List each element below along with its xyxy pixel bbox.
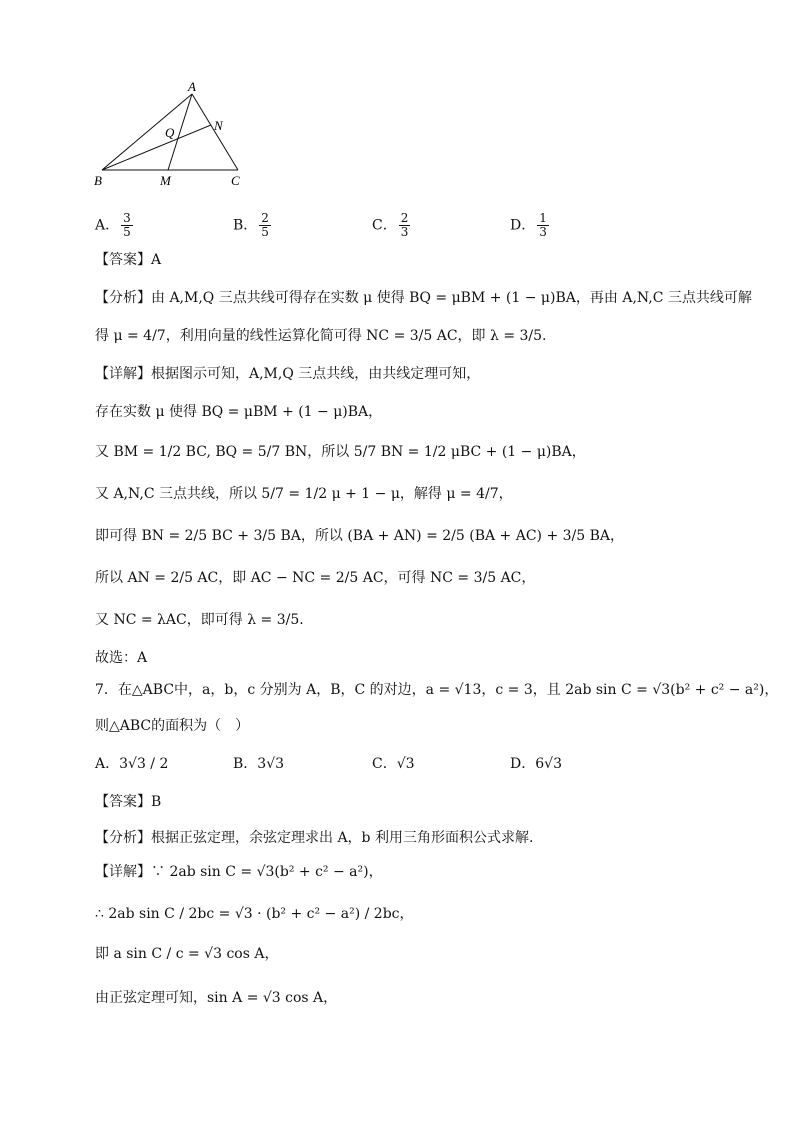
denominator: 3	[539, 225, 547, 239]
q6-detail-1	[95, 364, 480, 384]
numerator: 1	[539, 211, 547, 225]
option-letter: C．	[372, 217, 397, 234]
option-text: 6√3	[535, 756, 562, 772]
analysis-text: 根据正弦定理，余弦定理求出 A，b 利用三角形面积公式求解.	[151, 830, 534, 846]
option-letter: A．	[95, 217, 120, 234]
answer-tag: 【答案】	[95, 252, 151, 268]
denominator: 5	[261, 225, 269, 239]
analysis-tag: 【分析】	[95, 290, 151, 306]
edge-ab	[102, 94, 192, 170]
q7-option-b[interactable]	[233, 754, 284, 774]
detail-text: ∵ 2ab sin C = √3(b² + c² − a²)，	[151, 864, 383, 880]
label-a: A	[188, 82, 196, 94]
q7-analysis	[95, 828, 533, 848]
numerator: 3	[123, 211, 131, 225]
detail-text: 根据图示可知，A,M,Q 三点共线，由共线定理可知，	[151, 366, 481, 382]
label-q: Q	[165, 125, 175, 140]
answer-tag: 【答案】	[95, 794, 151, 810]
q6-option-b[interactable]	[233, 212, 273, 239]
label-n: N	[214, 118, 223, 133]
q7-option-c[interactable]	[372, 754, 415, 774]
q6-detail-3: 又 BM = 1/2 BC, BQ = 5/7 BN，所以 5/7 BN = 1/2 μBC + (1 − μ)BA，	[95, 444, 586, 460]
q7-stem-2: 则△ABC的面积为（ ）	[95, 718, 250, 734]
numerator: 2	[400, 211, 409, 225]
q7-detail-1	[95, 862, 383, 882]
q6-detail-4: 又 A,N,C 三点共线，所以 5/7 = 1/2 μ + 1 − μ，解得 μ = 4/7，	[95, 486, 513, 502]
option-letter: C．	[372, 756, 397, 772]
q6-analysis-2: 得 μ = 4/7，利用向量的线性运算化简可得 NC = 3/5 AC，即 λ = 3/5.	[95, 328, 547, 344]
q6-option-d[interactable]	[510, 212, 551, 239]
label-m: M	[160, 173, 171, 188]
label-c: C	[231, 173, 240, 188]
option-text: 3√3	[257, 756, 285, 772]
answer-value: A	[151, 252, 162, 268]
q6-detail-6: 所以 AN = 2/5 AC，即 AC − NC = 2/5 AC，可得 NC = 3/5 AC，	[95, 570, 536, 586]
analysis-tag: 【分析】	[95, 830, 151, 846]
q7-option-a[interactable]	[95, 754, 168, 774]
option-fraction	[399, 212, 411, 239]
denominator: 5	[123, 225, 131, 239]
q7-option-d[interactable]	[510, 754, 562, 774]
option-fraction	[259, 212, 271, 239]
segment-bn	[102, 125, 211, 170]
option-letter: A．	[95, 756, 120, 772]
analysis-text: 由 A,M,Q 三点共线可得存在实数 μ 使得 BQ = μBM + (1 − μ)BA，再由 A,N,C 三点共线可解	[151, 290, 752, 306]
option-text: 3√3 / 2	[119, 756, 169, 772]
q6-detail-5: 即可得 BN = 2/5 BC + 3/5 BA，所以 (BA + AN) = 2/5 (BA + AC) + 3/5 BA，	[95, 528, 625, 544]
q6-option-c[interactable]	[372, 212, 412, 239]
option-fraction	[121, 212, 133, 239]
option-fraction	[537, 212, 549, 239]
q7-answer	[95, 792, 161, 812]
option-letter: B．	[233, 217, 258, 234]
q7-detail-4: 由正弦定理可知，sin A = √3 cos A，	[95, 990, 338, 1006]
q6-detail-2: 存在实数 μ 使得 BQ = μBM + (1 − μ)BA，	[95, 404, 383, 420]
detail-tag: 【详解】	[95, 366, 151, 382]
q7-detail-2: ∴ 2ab sin C / 2bc = √3 · (b² + c² − a²) / 2bc，	[95, 906, 414, 922]
q6-answer	[95, 250, 161, 270]
option-letter: D．	[510, 756, 536, 772]
q6-detail-7: 又 NC = λAC，即可得 λ = 3/5.	[95, 612, 304, 628]
denominator: 3	[400, 225, 409, 239]
q7-detail-3: 即 a sin C / c = √3 cos A，	[95, 946, 279, 962]
label-b: B	[94, 173, 102, 188]
q6-choose: 故选：A	[95, 650, 148, 666]
option-text: √3	[396, 756, 415, 772]
triangle-figure	[90, 82, 270, 197]
answer-value: B	[151, 794, 162, 810]
q7-stem-1: 7．在△ABC中，a，b，c 分别为 A，B，C 的对边，a = √13，c = 3，且 2ab sin C = √3(b² + c² − a²)，	[95, 682, 779, 698]
option-letter: D．	[510, 217, 536, 234]
numerator: 2	[261, 211, 269, 225]
detail-tag: 【详解】	[95, 864, 151, 880]
option-letter: B．	[233, 756, 258, 772]
q6-analysis-1	[95, 288, 752, 308]
q6-option-a[interactable]	[95, 212, 135, 239]
